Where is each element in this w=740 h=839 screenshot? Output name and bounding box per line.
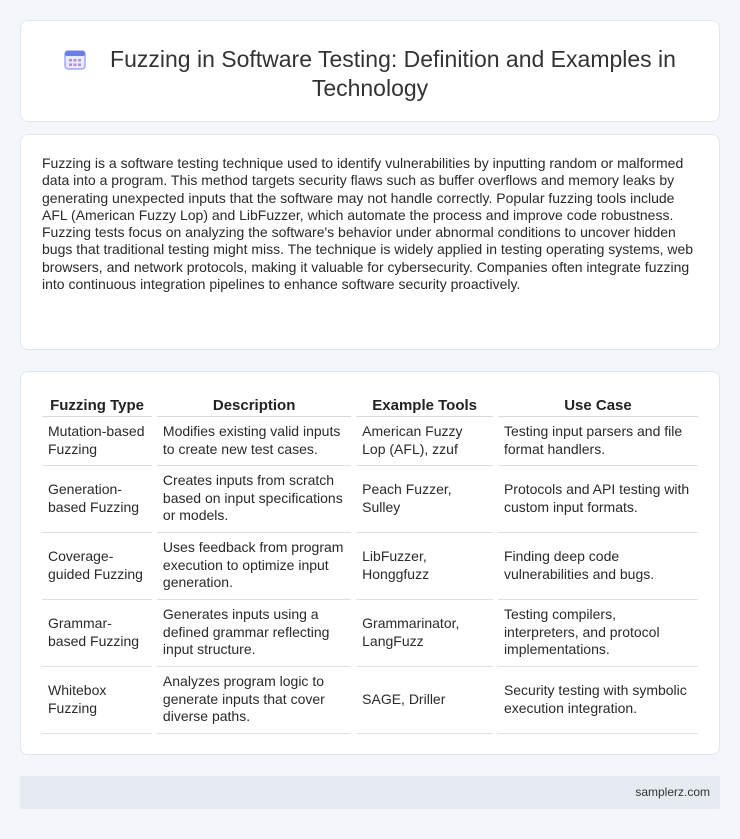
cell-fuzzing-type: Mutation-based Fuzzing [42, 416, 152, 465]
footer-site-link[interactable]: samplerz.com [635, 785, 710, 799]
title-container [21, 45, 719, 103]
page-title [51, 45, 689, 103]
table-row [42, 666, 698, 733]
table-row [42, 465, 698, 532]
table-header-row [42, 393, 698, 416]
cell-description: Generates inputs using a defined grammar reflecting input structure. [157, 599, 351, 666]
cell-example-tools: Peach Fuzzer, Sulley [356, 465, 493, 532]
table-row [42, 599, 698, 666]
header-example-tools: Example Tools [356, 393, 493, 416]
cell-fuzzing-type: Generation-based Fuzzing [42, 465, 152, 532]
cell-fuzzing-type: Coverage-guided Fuzzing [42, 532, 152, 599]
cell-use-case: Finding deep code vulnerabilities and bugs. [498, 532, 698, 599]
cell-description: Modifies existing valid inputs to create new test cases. [157, 416, 351, 465]
header-use-case: Use Case [498, 393, 698, 416]
cell-example-tools: SAGE, Driller [356, 666, 493, 733]
header-fuzzing-type: Fuzzing Type [42, 393, 152, 416]
intro-card [20, 134, 720, 350]
table-card [20, 371, 720, 755]
cell-use-case: Testing compilers, interpreters, and protocol implementations. [498, 599, 698, 666]
table-row [42, 532, 698, 599]
footer [20, 776, 720, 809]
table-row [42, 416, 698, 465]
cell-use-case: Testing input parsers and file format handlers. [498, 416, 698, 465]
cell-fuzzing-type: Whitebox Fuzzing [42, 666, 152, 733]
cell-description: Analyzes program logic to generate inputs that cover diverse paths. [157, 666, 351, 733]
title-card [20, 20, 720, 122]
fuzzing-table [42, 393, 698, 734]
cell-description: Uses feedback from program execution to optimize input generation. [157, 532, 351, 599]
intro-paragraph: Fuzzing is a software testing technique used to identify vulnerabilities by inputting random or malformed data into a program. This method targets security flaws such as buffer overflows and memory leaks by generating unexpected inputs that the software may not handle correctly. Popular fuzzing tools include AFL (American Fuzzy Lop) and LibFuzzer, which automate the process and improve code robustness. Fuzzing tests focus on analyzing the software's behavior under abnormal conditions to uncover hidden bugs that traditional testing might miss. The technique is widely applied in testing operating systems, web browsers, and network protocols, making it valuable for cybersecurity. Companies often integrate fuzzing into continuous integration pipelines to enhance software security proactively. [42, 155, 694, 293]
calendar-icon [64, 48, 86, 70]
cell-example-tools: American Fuzzy Lop (AFL), zzuf [356, 416, 493, 465]
cell-use-case: Security testing with symbolic execution integration. [498, 666, 698, 733]
cell-example-tools: Grammarinator, LangFuzz [356, 599, 493, 666]
page-title-text: Fuzzing in Software Testing: Definition and Examples in Technology [110, 46, 676, 101]
cell-example-tools: LibFuzzer, Honggfuzz [356, 532, 493, 599]
header-description: Description [157, 393, 351, 416]
cell-description: Creates inputs from scratch based on input specifications or models. [157, 465, 351, 532]
cell-fuzzing-type: Grammar-based Fuzzing [42, 599, 152, 666]
cell-use-case: Protocols and API testing with custom input formats. [498, 465, 698, 532]
